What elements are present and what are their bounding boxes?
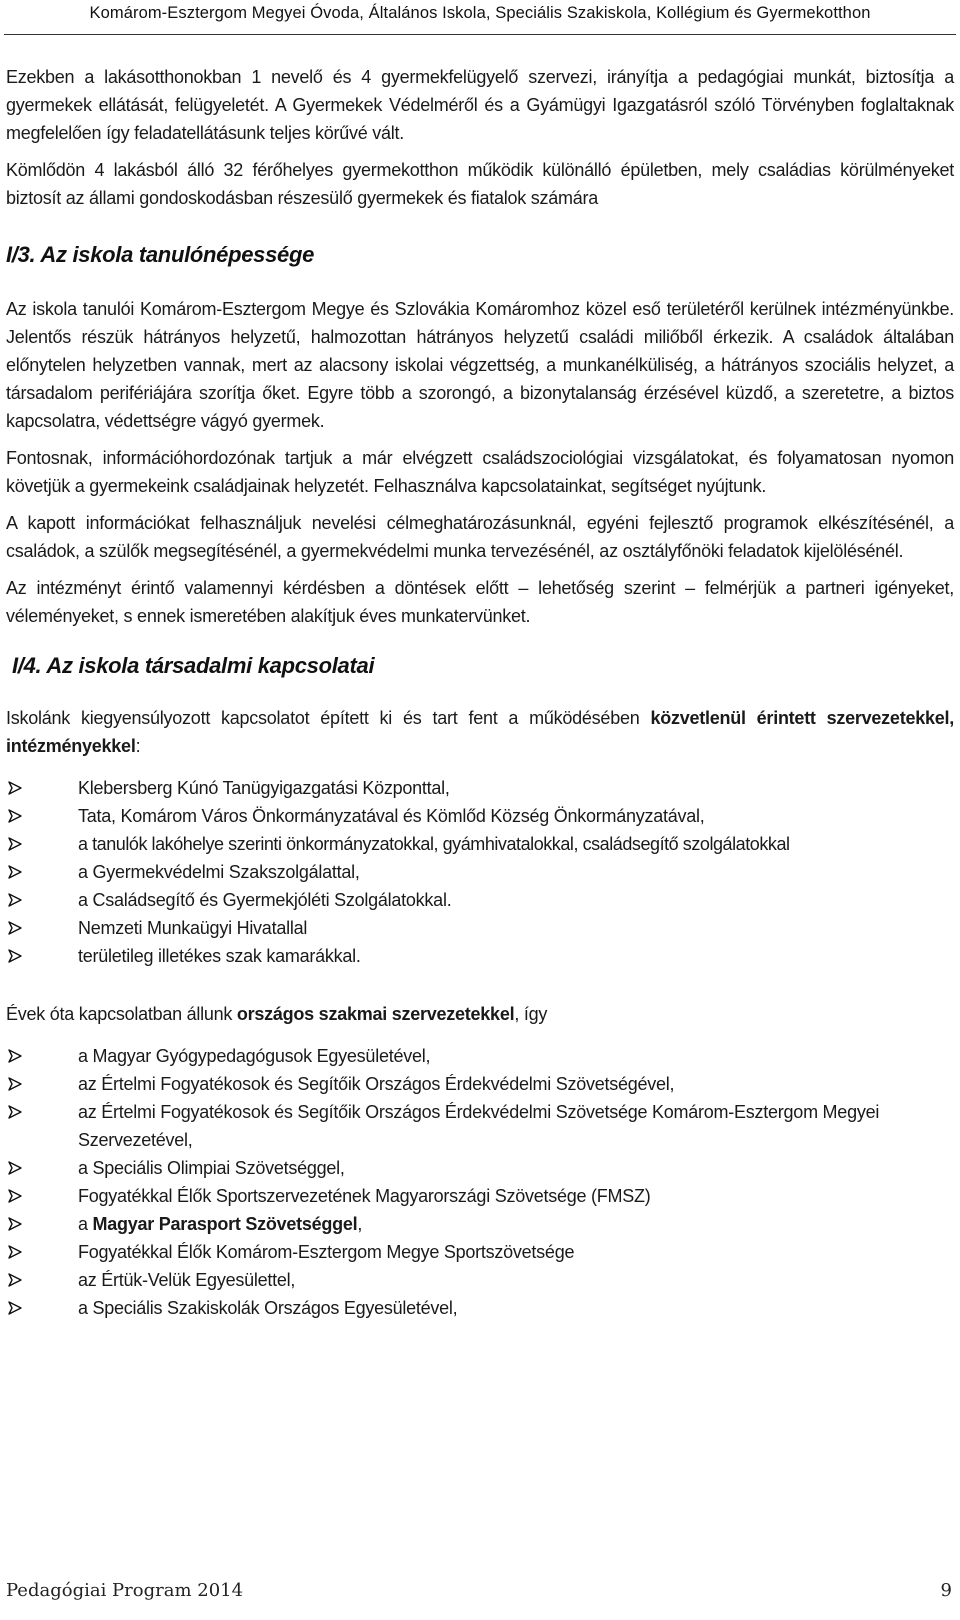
list-item: a Speciális Szakiskolák Országos Egyesületével, (6, 1294, 954, 1322)
national-partners-intro-text: Évek óta kapcsolatban állunk (6, 1004, 237, 1024)
list-item: területileg illetékes szak kamarákkal. (6, 942, 954, 970)
intro-paragraph-2: Kömlődön 4 lakásból álló 32 férőhelyes gyermekotthon működik különálló épületben, mely családias körülményeket biztosít az állami gondoskodásban részesülő gyermekek és fiatalok számára (6, 160, 954, 208)
section-i3-paragraph-1: Az iskola tanulói Komárom-Esztergom Megye és Szlovákia Komáromhoz közel eső területéről kerülnek intézményünkbe. Jelentős részük hátrányos helyzetű, halmozottan hátrányos helyzetű családi miliőből érkezik. A családok általában előnytelen helyzetben vannak, mert az alacsony iskolai végzettség, a munkanélküliség, a hátrányos szociális helyzet, a társadalom perifériájára szorítja őket. Egyre több a szorongó, a bizonytalanság érzésével küzdő, a szeretetre, a biztos kapcsolatra, védettségre vágyó gyermek. (6, 299, 954, 431)
list-item: Tata, Komárom Város Önkormányzatával és Kömlőd Község Önkormányzatával, (6, 802, 954, 830)
list-item: Fogyatékkal Élők Sportszervezetének Magyarországi Szövetsége (FMSZ) (6, 1182, 954, 1210)
arrow-bullet-icon (8, 837, 22, 851)
header-rule (4, 34, 956, 35)
parasport-prefix: a (78, 1214, 93, 1234)
list-item (6, 1210, 954, 1238)
direct-partners-intro-bold: közvetlenül érintett szervezetekkel, intézményekkel (6, 708, 954, 756)
section-i3-paragraph-2: Fontosnak, információhordozónak tartjuk a már elvégzett családszociológiai vizsgálatokat, és folyamatosan nyomon követjük a gyermekeink családjainak helyzetét. Felhasználva kapcsolatainkat, segítséget nyújtunk. (6, 448, 954, 496)
arrow-bullet-icon (8, 781, 22, 795)
section-i3-paragraph-4: Az intézményt érintő valamennyi kérdésben a döntések előtt – lehetőség szerint – felmérjük a partneri igényeket, véleményeket, s ennek ismeretében alakítjuk éves munkatervünket. (6, 578, 954, 626)
list-item: az Értelmi Fogyatékosok és Segítőik Országos Érdekvédelmi Szövetségével, (6, 1070, 954, 1098)
list-item: az Értük-Velük Egyesülettel, (6, 1266, 954, 1294)
intro-paragraph-1: Ezekben a lakásotthonokban 1 nevelő és 4 gyermekfelügyelő szervezi, irányítja a pedagógiai munkát, biztosítja a gyermekek ellátását, felügyeletét. A Gyermekek Védelméről és a Gyámügyi Igazgatásról szóló Törvényben foglaltaknak megfelelően így feladatellátásunk teljes körűvé vált. (6, 67, 954, 143)
page-number: 9 (940, 1580, 952, 1601)
direct-partners-intro (6, 704, 954, 760)
list-item: a tanulók lakóhelye szerinti önkormányzatokkal, gyámhivatalokkal, családsegítő szolgálatokkal (6, 830, 954, 858)
national-partners-intro-end: , így (514, 1004, 548, 1024)
arrow-bullet-icon (8, 1077, 22, 1091)
arrow-bullet-icon (8, 1273, 22, 1287)
list-item: Klebersberg Kúnó Tanügyigazgatási Központtal, (6, 774, 954, 802)
section-heading-i4: I/4. Az iskola társadalmi kapcsolatai (12, 653, 375, 678)
arrow-bullet-icon (8, 865, 22, 879)
arrow-bullet-icon (8, 949, 22, 963)
direct-partners-list (6, 774, 954, 970)
arrow-bullet-icon (8, 1301, 22, 1315)
direct-partners-intro-text: Iskolánk kiegyensúlyozott kapcsolatot épített ki és tart fent a működésében (6, 708, 651, 728)
arrow-bullet-icon (8, 809, 22, 823)
list-item: Fogyatékkal Élők Komárom-Esztergom Megye Sportszövetsége (6, 1238, 954, 1266)
direct-partners-intro-end: : (135, 736, 141, 756)
list-item: Nemzeti Munkaügyi Hivatallal (6, 914, 954, 942)
arrow-bullet-icon (8, 1105, 22, 1119)
national-partners-list (6, 1042, 954, 1322)
section-i3-paragraph-3: A kapott információkat felhasználjuk nevelési célmeghatározásunknál, egyéni fejlesztő programok elkészítésénél, a családok, a szülők megsegítésénél, a gyermekvédelmi munka tervezésénél, az osztályfőnöki feladatok kijelölésénél. (6, 513, 954, 561)
page-content (6, 63, 954, 1344)
list-item: a Magyar Gyógypedagógusok Egyesületével, (6, 1042, 954, 1070)
national-partners-intro-bold: országos szakmai szervezetekkel (236, 1004, 515, 1024)
arrow-bullet-icon (8, 893, 22, 907)
parasport-suffix: , (357, 1214, 363, 1234)
arrow-bullet-icon (8, 1161, 22, 1175)
list-item: a Családsegítő és Gyermekjóléti Szolgálatokkal. (6, 886, 954, 914)
arrow-bullet-icon (8, 1245, 22, 1259)
list-item: a Gyermekvédelmi Szakszolgálattal, (6, 858, 954, 886)
arrow-bullet-icon (8, 921, 22, 935)
parasport-bold: Magyar Parasport Szövetséggel (92, 1214, 358, 1234)
national-partners-intro (6, 1000, 954, 1028)
list-item: a Speciális Olimpiai Szövetséggel, (6, 1154, 954, 1182)
running-header: Komárom-Esztergom Megyei Óvoda, Általános Iskola, Speciális Szakiskola, Kollégium és Gyermekotthon (89, 4, 871, 22)
section-heading-i3: I/3. Az iskola tanulónépessége (6, 242, 315, 267)
arrow-bullet-icon (8, 1217, 22, 1231)
footer-title: Pedagógiai Program 2014 (6, 1580, 244, 1601)
list-item: az Értelmi Fogyatékosok és Segítőik Országos Érdekvédelmi Szövetsége Komárom-Esztergom Megyei Szervezetével, (6, 1098, 954, 1154)
arrow-bullet-icon (8, 1049, 22, 1063)
arrow-bullet-icon (8, 1189, 22, 1203)
